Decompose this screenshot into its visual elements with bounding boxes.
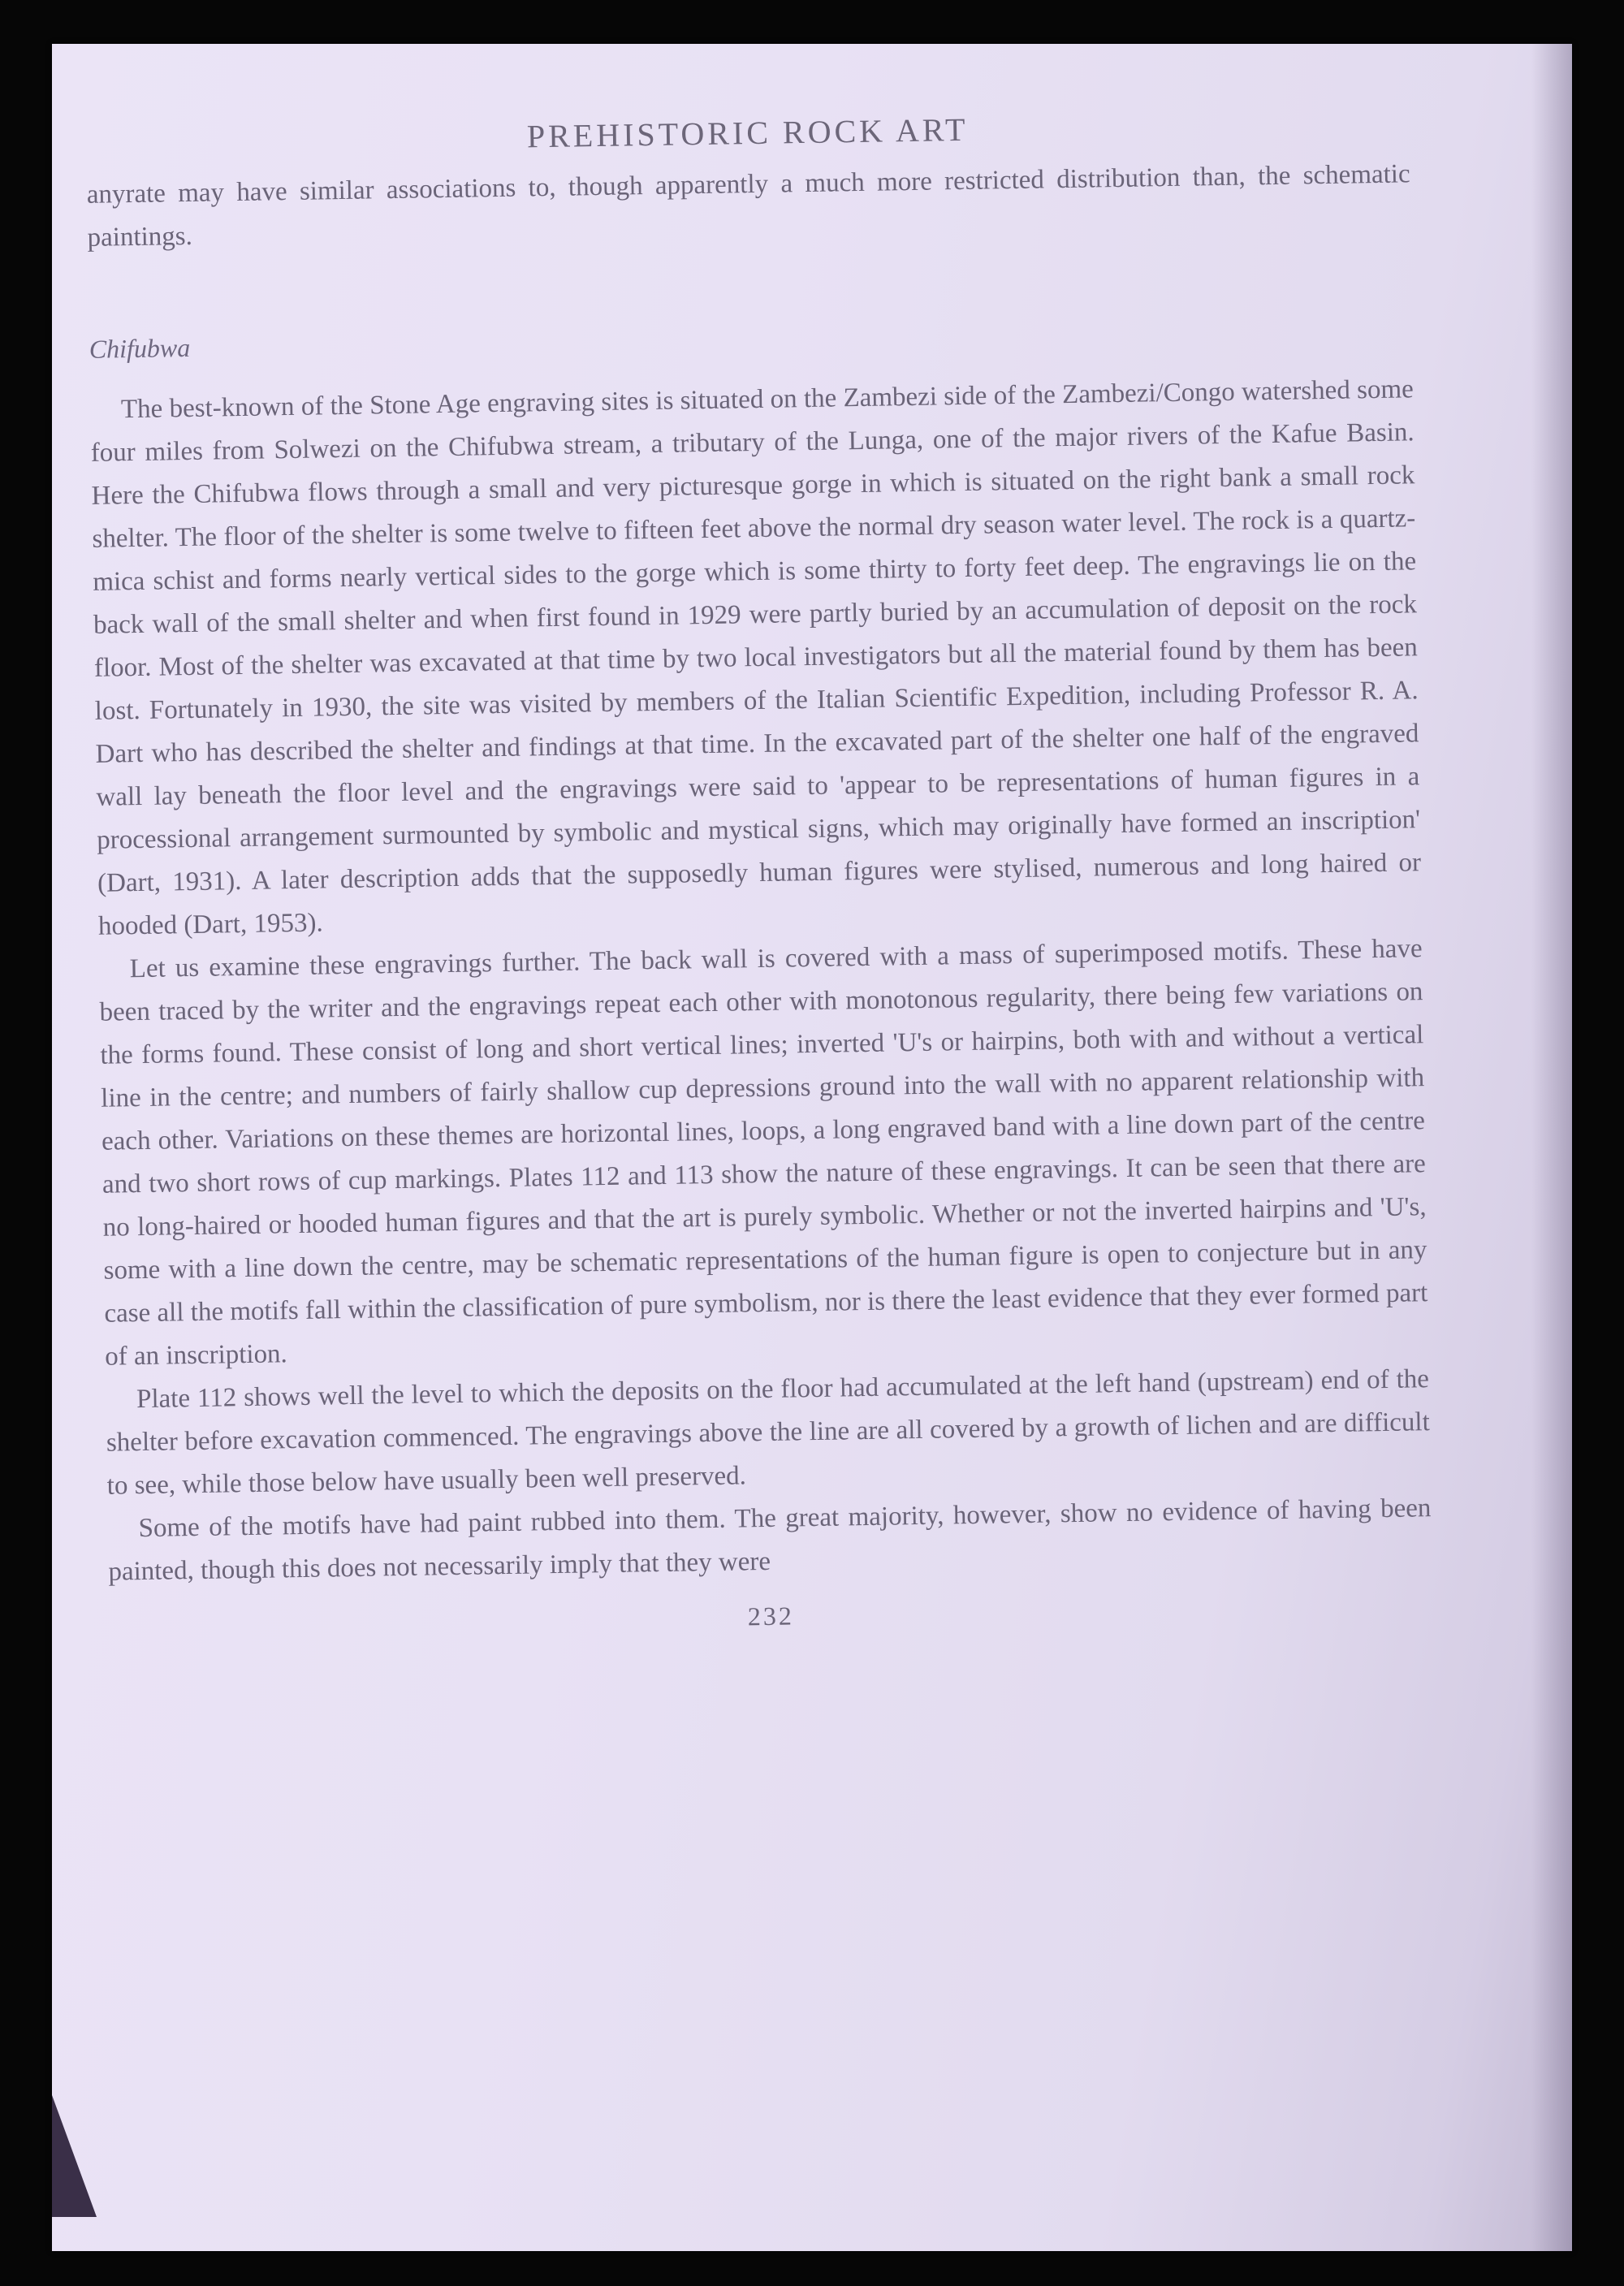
page-edge-shadow [1531, 44, 1572, 2251]
page-corner-shadow [52, 2095, 97, 2217]
paragraph-3: Plate 112 shows well the level to which the deposits on the floor had accumulated at the left hand (upstream) end of the shelter before excavation commenced. The engravings above the line are all covered by a growth of lichen and are difficult to see, while those below have usually been well preserved. [106, 1364, 1431, 1501]
paragraph-2: Let us examine these engravings further. The back wall is covered with a mass of superimposed motifs. These have been traced by the writer and the engravings repeat each other with monotonous regularity, there being few variations on the forms found. These consist of long and short vertical lines; inverted 'U's or hairpins, both with and without a vertical line in the centre; and numbers of fairly shallow cup depressions ground into the wall with no apparent relationship with each other. Variations on these themes are horizontal lines, loops, a long engraved band with a line down part of the centre and two short rows of cup markings. Plates 112 and 113 show the nature of these engravings. It can be seen that there are no long-haired or hooded human figures and that the art is purely symbolic. Whether or not the inverted hairpins and 'U's, some with a line down the centre, may be schematic representations of the human figure is open to conjecture but in any case all the motifs fall within the classification of pure symbolism, nor is there the least evidence that they ever formed part of an inscription. [99, 934, 1428, 1372]
page-text-block [85, 103, 1432, 1641]
continuation-paragraph: anyrate may have similar associations to, though apparently a much more restricted distribution than, the schematic paintings. [86, 159, 1410, 253]
running-head: PREHISTORIC ROCK ART [526, 110, 969, 155]
page-number: 232 [747, 1601, 795, 1631]
paragraph-4: Some of the motifs have had paint rubbed into them. The great majority, however, show no evidence of having been painted, though this does not necessarily imply that they were [108, 1493, 1432, 1587]
section-title: Chifubwa [89, 332, 191, 364]
paragraph-1: The best-known of the Stone Age engraving sites is situated on the Zambezi side of the Zambezi/Congo watershed some four miles from Solwezi on the Chifubwa stream, a tributary of the Lunga, one of the major rivers of the Kafue Basin. Here the Chifubwa flows through a small and very picturesque gorge in which is situated on the right bank a small rock shelter. The floor of the shelter is some twelve to fifteen feet above the normal dry season water level. The rock is a quartz-mica schist and forms nearly vertical sides to the gorge which is some thirty to forty feet deep. The engravings lie on the back wall of the small shelter and when first found in 1929 were partly buried by an accumulation of deposit on the rock floor. Most of the shelter was excavated at that time by two local investigators but all the material found by them has been lost. Fortunately in 1930, the site was visited by members of the Italian Scientific Expedition, including Professor R. A. Dart who has described the shelter and findings at that time. In the excavated part of the shelter one half of the engraved wall lay beneath the floor level and the engravings were said to 'appear to be representations of human figures in a processional arrangement surmounted by symbolic and mystical signs, which may originally have formed an inscription' (Dart, 1931). A later description adds that the supposedly human figures were stylised, numerous and long haired or hooded (Dart, 1953). [90, 374, 1422, 941]
